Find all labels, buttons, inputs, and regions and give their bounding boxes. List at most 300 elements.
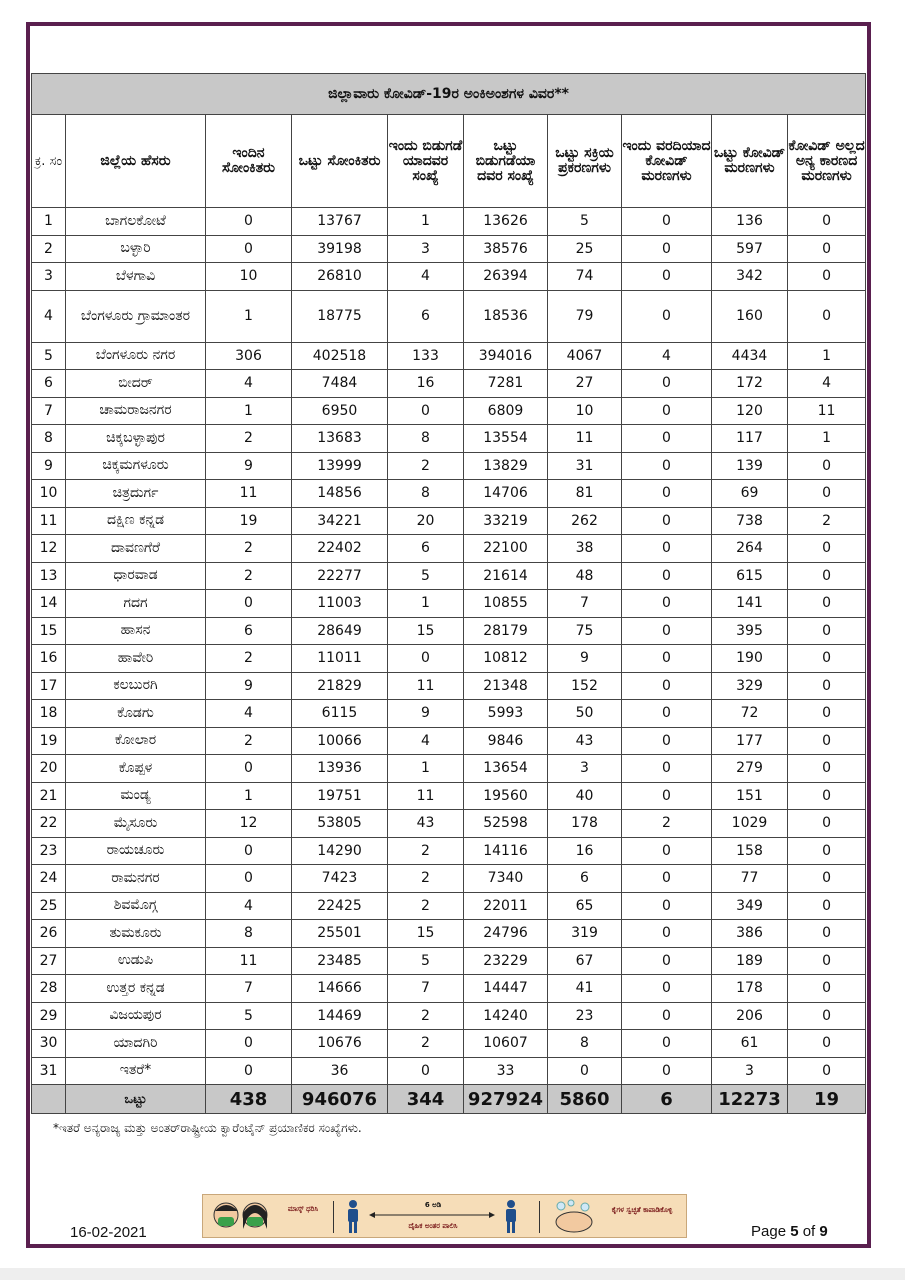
value-cell: 151 [712,782,788,810]
value-cell: 177 [712,727,788,755]
table-row [32,782,866,810]
serial-cell: 9 [32,452,66,480]
table-row [32,755,866,783]
value-cell: 0 [206,1030,292,1058]
value-cell: 16 [388,370,464,398]
header-district: ಜಿಲ್ಲೆಯ ಹೆಸರು [66,115,206,208]
value-cell: 0 [548,1057,622,1085]
district-name-cell: ಕೊಡಗು [66,700,206,728]
header-today-positive: ಇಂದಿನ ಸೋಂಕಿತರು [206,115,292,208]
value-cell: 50 [548,700,622,728]
value-cell: 75 [548,617,622,645]
value-cell: 13554 [464,425,548,453]
value-cell: 14469 [292,1002,388,1030]
serial-cell: 22 [32,810,66,838]
serial-cell: 18 [32,700,66,728]
value-cell: 13999 [292,452,388,480]
value-cell: 306 [206,342,292,370]
table-row [32,1057,866,1085]
value-cell: 21829 [292,672,388,700]
value-cell: 160 [712,290,788,342]
table-row [32,452,866,480]
table-row [32,672,866,700]
value-cell: 3 [712,1057,788,1085]
district-name-cell: ಬೀದರ್ [66,370,206,398]
district-name-cell: ಗದಗ [66,590,206,618]
value-cell: 0 [788,235,866,263]
table-row [32,947,866,975]
value-cell: 39198 [292,235,388,263]
total-positive: 946076 [292,1085,388,1114]
value-cell: 13829 [464,452,548,480]
value-cell: 31 [548,452,622,480]
value-cell: 0 [788,672,866,700]
value-cell: 402518 [292,342,388,370]
value-cell: 13626 [464,208,548,236]
value-cell: 0 [788,810,866,838]
value-cell: 6 [548,865,622,893]
value-cell: 22277 [292,562,388,590]
value-cell: 190 [712,645,788,673]
value-cell: 0 [388,397,464,425]
table-row [32,810,866,838]
table-row [32,1030,866,1058]
value-cell: 7 [206,975,292,1003]
value-cell: 43 [388,810,464,838]
value-cell: 0 [788,1030,866,1058]
value-cell: 0 [788,837,866,865]
serial-cell: 16 [32,645,66,673]
value-cell: 172 [712,370,788,398]
value-cell: 7281 [464,370,548,398]
value-cell: 4434 [712,342,788,370]
value-cell: 19 [206,507,292,535]
serial-cell: 31 [32,1057,66,1085]
district-name-cell: ದಾವಣಗೆರೆ [66,535,206,563]
value-cell: 7 [388,975,464,1003]
value-cell: 329 [712,672,788,700]
serial-cell: 27 [32,947,66,975]
value-cell: 0 [622,452,712,480]
value-cell: 0 [788,700,866,728]
value-cell: 11003 [292,590,388,618]
value-cell: 0 [788,947,866,975]
value-cell: 0 [788,617,866,645]
table-row [32,397,866,425]
value-cell: 0 [788,920,866,948]
value-cell: 4 [788,370,866,398]
value-cell: 6 [388,535,464,563]
value-cell: 139 [712,452,788,480]
serial-cell: 5 [32,342,66,370]
value-cell: 0 [622,235,712,263]
district-name-cell: ಮಂಡ್ಯ [66,782,206,810]
serial-cell: 26 [32,920,66,948]
value-cell: 36 [292,1057,388,1085]
value-cell: 24796 [464,920,548,948]
value-cell: 394016 [464,342,548,370]
value-cell: 7 [548,590,622,618]
table-body [32,208,866,1085]
value-cell: 0 [622,837,712,865]
value-cell: 0 [622,370,712,398]
value-cell: 10812 [464,645,548,673]
table-row [32,235,866,263]
value-cell: 0 [206,1057,292,1085]
serial-cell: 10 [32,480,66,508]
value-cell: 43 [548,727,622,755]
total-today-deaths: 6 [622,1085,712,1114]
value-cell: 10676 [292,1030,388,1058]
value-cell: 342 [712,263,788,291]
value-cell: 0 [622,263,712,291]
serial-cell: 3 [32,263,66,291]
value-cell: 5 [388,562,464,590]
value-cell: 3 [548,755,622,783]
value-cell: 2 [388,1030,464,1058]
value-cell: 0 [622,535,712,563]
value-cell: 1 [388,755,464,783]
value-cell: 10607 [464,1030,548,1058]
table-row [32,290,866,342]
value-cell: 0 [788,562,866,590]
value-cell: 0 [788,208,866,236]
serial-cell: 4 [32,290,66,342]
value-cell: 13683 [292,425,388,453]
header-total-deaths: ಒಟ್ಟು ಕೋವಿಡ್ ಮರಣಗಳು [712,115,788,208]
value-cell: 0 [622,397,712,425]
value-cell: 65 [548,892,622,920]
serial-cell: 7 [32,397,66,425]
total-active: 5860 [548,1085,622,1114]
value-cell: 10066 [292,727,388,755]
district-name-cell: ಚಿತ್ರದುರ್ಗ [66,480,206,508]
value-cell: 152 [548,672,622,700]
value-cell: 0 [622,645,712,673]
value-cell: 14666 [292,975,388,1003]
value-cell: 6115 [292,700,388,728]
value-cell: 3 [388,235,464,263]
serial-cell: 17 [32,672,66,700]
district-name-cell: ತುಮಕೂರು [66,920,206,948]
value-cell: 8 [206,920,292,948]
value-cell: 6809 [464,397,548,425]
value-cell: 120 [712,397,788,425]
value-cell: 0 [622,1030,712,1058]
value-cell: 38576 [464,235,548,263]
header-non-covid-deaths: ಕೋವಿಡ್ ಅಲ್ಲದ ಅನ್ಯ ಕಾರಣದ ಮರಣಗಳು [788,115,866,208]
value-cell: 9846 [464,727,548,755]
value-cell: 38 [548,535,622,563]
value-cell: 28179 [464,617,548,645]
serial-cell: 8 [32,425,66,453]
value-cell: 14290 [292,837,388,865]
value-cell: 386 [712,920,788,948]
value-cell: 0 [206,865,292,893]
table-row [32,892,866,920]
header-row [32,115,866,208]
district-name-cell: ಯಾದಗಿರಿ [66,1030,206,1058]
value-cell: 25501 [292,920,388,948]
header-total-discharged: ಒಟ್ಟು ಬಿಡುಗಡೆಯಾ ದವರ ಸಂಖ್ಯೆ [464,115,548,208]
value-cell: 4 [388,727,464,755]
value-cell: 0 [206,590,292,618]
value-cell: 23 [548,1002,622,1030]
table-row [32,535,866,563]
district-covid-table [31,73,866,1114]
value-cell: 0 [622,865,712,893]
value-cell: 178 [712,975,788,1003]
value-cell: 264 [712,535,788,563]
value-cell: 1 [206,782,292,810]
value-cell: 33 [464,1057,548,1085]
table-row [32,865,866,893]
district-name-cell: ಚಿಕ್ಕಮಗಳೂರು [66,452,206,480]
total-blank [32,1085,66,1114]
report-date: 16-02-2021 [70,1224,147,1241]
value-cell: 5993 [464,700,548,728]
serial-cell: 13 [32,562,66,590]
value-cell: 14856 [292,480,388,508]
header-today-deaths: ಇಂದು ವರದಿಯಾದ ಕೋವಿಡ್ ಮರಣಗಳು [622,115,712,208]
value-cell: 2 [388,892,464,920]
value-cell: 597 [712,235,788,263]
hand-wash-icon [549,1198,599,1236]
table-row [32,590,866,618]
total-label: ಒಟ್ಟು [66,1085,206,1114]
value-cell: 0 [788,590,866,618]
value-cell: 0 [788,975,866,1003]
serial-cell: 12 [32,535,66,563]
district-name-cell: ದಕ್ಷಿಣ ಕನ್ನಡ [66,507,206,535]
table-title: ಜಿಲ್ಲಾವಾರು ಕೋವಿಡ್-19ರ ಅಂಕಿಅಂಶಗಳ ವಿವರ** [32,74,866,115]
serial-cell: 15 [32,617,66,645]
value-cell: 61 [712,1030,788,1058]
value-cell: 12 [206,810,292,838]
value-cell: 9 [206,672,292,700]
value-cell: 0 [622,1057,712,1085]
value-cell: 0 [622,290,712,342]
value-cell: 2 [388,1002,464,1030]
header-total-positive: ಒಟ್ಟು ಸೋಂಕಿತರು [292,115,388,208]
distance-bottom-text: ದೈಹಿಕ ಅಂತರ ಪಾಲಿಸಿ [408,1222,458,1230]
district-name-cell: ರಾಮನಗರ [66,865,206,893]
value-cell: 2 [388,865,464,893]
value-cell: 23485 [292,947,388,975]
value-cell: 158 [712,837,788,865]
value-cell: 1 [388,590,464,618]
district-name-cell: ಉಡುಪಿ [66,947,206,975]
value-cell: 41 [548,975,622,1003]
table-row [32,837,866,865]
person-right-icon [503,1200,519,1234]
value-cell: 15 [388,617,464,645]
value-cell: 0 [788,645,866,673]
value-cell: 1 [206,397,292,425]
value-cell: 0 [622,700,712,728]
serial-cell: 20 [32,755,66,783]
total-today-positive: 438 [206,1085,292,1114]
value-cell: 2 [206,535,292,563]
value-cell: 14706 [464,480,548,508]
serial-cell: 28 [32,975,66,1003]
value-cell: 0 [788,865,866,893]
value-cell: 79 [548,290,622,342]
value-cell: 4 [206,370,292,398]
table-row [32,425,866,453]
value-cell: 0 [788,535,866,563]
table-row [32,263,866,291]
value-cell: 7484 [292,370,388,398]
value-cell: 0 [622,617,712,645]
district-name-cell: ಹಾಸನ [66,617,206,645]
value-cell: 25 [548,235,622,263]
header-active-cases: ಒಟ್ಟು ಸಕ್ರಿಯ ಪ್ರಕರಣಗಳು [548,115,622,208]
value-cell: 14116 [464,837,548,865]
value-cell: 21348 [464,672,548,700]
value-cell: 178 [548,810,622,838]
table-row [32,700,866,728]
value-cell: 319 [548,920,622,948]
value-cell: 72 [712,700,788,728]
district-name-cell: ಚಾಮರಾಜನಗರ [66,397,206,425]
value-cell: 28649 [292,617,388,645]
safety-banner [202,1194,687,1238]
viewer-bottom-strip [0,1268,905,1280]
value-cell: 1 [206,290,292,342]
value-cell: 4067 [548,342,622,370]
header-today-discharged: ಇಂದು ಬಿಡುಗಡೆ ಯಾದವರ ಸಂಖ್ಯೆ [388,115,464,208]
value-cell: 4 [206,892,292,920]
value-cell: 9 [388,700,464,728]
district-name-cell: ಮೈಸೂರು [66,810,206,838]
value-cell: 22425 [292,892,388,920]
value-cell: 26394 [464,263,548,291]
value-cell: 0 [788,290,866,342]
table-row [32,617,866,645]
value-cell: 8 [388,425,464,453]
value-cell: 14240 [464,1002,548,1030]
value-cell: 0 [788,892,866,920]
value-cell: 69 [712,480,788,508]
page-middle: of [798,1223,820,1240]
value-cell: 4 [388,263,464,291]
value-cell: 0 [206,755,292,783]
value-cell: 67 [548,947,622,975]
value-cell: 21614 [464,562,548,590]
district-name-cell: ಕಲಬುರಗಿ [66,672,206,700]
value-cell: 7423 [292,865,388,893]
value-cell: 0 [622,562,712,590]
district-name-cell: ಕೊಪ್ಪಳ [66,755,206,783]
serial-cell: 19 [32,727,66,755]
mask-faces-icon [211,1199,271,1235]
value-cell: 4 [622,342,712,370]
value-cell: 18775 [292,290,388,342]
table-row [32,920,866,948]
district-name-cell: ಬೆಳಗಾವಿ [66,263,206,291]
value-cell: 26810 [292,263,388,291]
table-row [32,507,866,535]
banner-divider-1 [333,1201,334,1233]
value-cell: 18536 [464,290,548,342]
table-row [32,1002,866,1030]
value-cell: 0 [622,208,712,236]
value-cell: 1 [788,342,866,370]
value-cell: 738 [712,507,788,535]
value-cell: 0 [206,235,292,263]
value-cell: 13936 [292,755,388,783]
value-cell: 5 [206,1002,292,1030]
value-cell: 0 [388,1057,464,1085]
value-cell: 0 [788,1057,866,1085]
value-cell: 136 [712,208,788,236]
total-non-covid-deaths: 19 [788,1085,866,1114]
value-cell: 11011 [292,645,388,673]
value-cell: 0 [788,755,866,783]
value-cell: 0 [622,892,712,920]
value-cell: 5 [548,208,622,236]
value-cell: 0 [788,480,866,508]
district-name-cell: ಹಾವೇರಿ [66,645,206,673]
value-cell: 33219 [464,507,548,535]
serial-cell: 23 [32,837,66,865]
value-cell: 8 [548,1030,622,1058]
total-deaths: 12273 [712,1085,788,1114]
value-cell: 22402 [292,535,388,563]
value-cell: 2 [388,837,464,865]
total-discharged: 927924 [464,1085,548,1114]
value-cell: 11 [206,947,292,975]
value-cell: 0 [788,727,866,755]
value-cell: 13654 [464,755,548,783]
value-cell: 0 [622,920,712,948]
value-cell: 10855 [464,590,548,618]
value-cell: 11 [388,782,464,810]
value-cell: 10 [548,397,622,425]
value-cell: 117 [712,425,788,453]
value-cell: 0 [622,480,712,508]
page-total: 9 [819,1223,828,1240]
page-current: 5 [790,1223,799,1240]
district-name-cell: ಬಾಗಲಕೋಟೆ [66,208,206,236]
district-name-cell: ಇತರೆ* [66,1057,206,1085]
value-cell: 395 [712,617,788,645]
value-cell: 16 [548,837,622,865]
value-cell: 7340 [464,865,548,893]
value-cell: 141 [712,590,788,618]
value-cell: 0 [622,672,712,700]
value-cell: 27 [548,370,622,398]
value-cell: 0 [622,755,712,783]
person-left-icon [345,1200,361,1234]
serial-cell: 2 [32,235,66,263]
table-row [32,645,866,673]
district-name-cell: ಉತ್ತರ ಕನ್ನಡ [66,975,206,1003]
district-name-cell: ಕೋಲಾರ [66,727,206,755]
table-row [32,727,866,755]
value-cell: 19560 [464,782,548,810]
value-cell: 6950 [292,397,388,425]
value-cell: 13767 [292,208,388,236]
value-cell: 2 [206,645,292,673]
value-cell: 14447 [464,975,548,1003]
value-cell: 0 [206,837,292,865]
district-name-cell: ಬಳ್ಳಾರಿ [66,235,206,263]
serial-cell: 30 [32,1030,66,1058]
serial-cell: 14 [32,590,66,618]
district-name-cell: ಬೆಂಗಳೂರು ನಗರ [66,342,206,370]
